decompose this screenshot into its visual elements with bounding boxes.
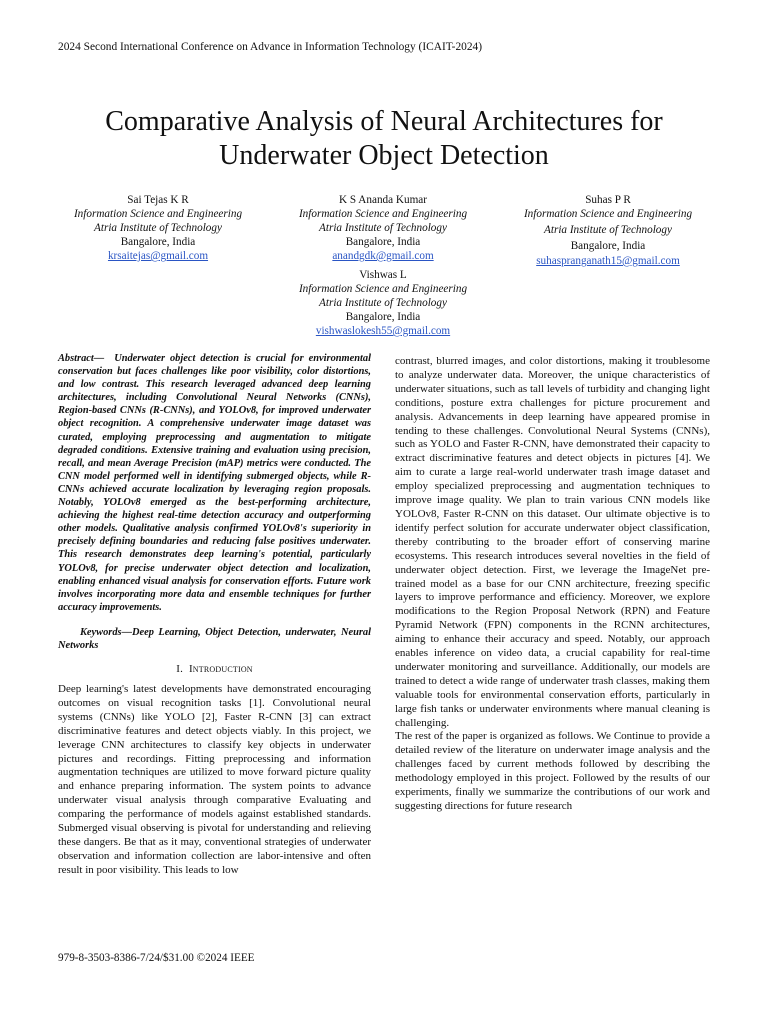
title-line-2: Underwater Object Detection: [219, 139, 549, 171]
author-department: Information Science and Engineering: [298, 208, 468, 220]
author-name: Suhas P R: [585, 194, 631, 206]
author-block-2: [282, 193, 484, 263]
abstract-label: Abstract—: [58, 353, 105, 364]
author-department: Information Science and Engineering: [523, 208, 693, 220]
author-location: Bangalore, India: [570, 240, 646, 252]
author-name: Vishwas L: [359, 269, 407, 281]
keywords-text: Deep Learning, Object Detection, underwater, Neural Networks: [58, 626, 371, 651]
left-column: [58, 352, 371, 878]
paper-title: [40, 105, 728, 173]
author-location: Bangalore, India: [120, 236, 196, 248]
author-email-link[interactable]: vishwaslokesh55@gmail.com: [315, 325, 451, 337]
conference-header: 2024 Second International Conference on Advance in Information Technology (ICAIT-2024): [58, 41, 483, 53]
intro-paragraph-left: Deep learning's latest developments have demonstrated encouraging outcomes on visual recognition tasks [1]. Convolutional neural systems (CNNs) like YOLO [2], Faster R-CNN [3] can extract discriminative features and detect objects viably. In this project, we leverage CNN architectures to classify key objects in underwater pictures and recordings. Fitting preprocessing and information augmentation techniques are utilized to move forward picture quality and enhance preparing information. The system points to advance underwater visual analysis through comparative Evaluating and comparing the performance of models against established standards. Submerged visual observing is pivotal for understanding and relieving these dangers. Be that as it may, conventional strategies of underwater observation and information collection are labor-intensive and often result in poor visibility. This leads to low: [58, 682, 371, 876]
author-department: Information Science and Engineering: [73, 208, 243, 220]
author-institute: Atria Institute of Technology: [94, 222, 222, 234]
author-block-1: [58, 193, 258, 263]
keywords-label: Keywords—: [80, 626, 132, 638]
copyright-footer: 979-8-3503-8386-7/24/$31.00 ©2024 IEEE: [58, 952, 255, 964]
author-institute: Atria Institute of Technology: [319, 297, 447, 309]
author-block-4: [282, 268, 484, 338]
author-institute: Atria Institute of Technology: [544, 224, 672, 236]
section-number: I.: [176, 663, 184, 676]
author-email-link[interactable]: suhaspranganath15@gmail.com: [536, 255, 680, 267]
section-heading-introduction: [58, 663, 371, 677]
author-department: Information Science and Engineering: [298, 283, 468, 295]
abstract: [58, 352, 371, 614]
keywords: [58, 626, 371, 652]
author-email-link[interactable]: anandgdk@gmail.com: [332, 250, 434, 262]
intro-paragraph-right-2: The rest of the paper is organized as follows. We Continue to provide a detailed review of the literature on underwater image analysis and the challenges faced by current methods followed by describing the methodology employed in this project. Followed by the results of our experiments, finally we summarize the contributions of our work and suggesting directions for future research: [395, 730, 710, 812]
author-email-link[interactable]: krsaitejas@gmail.com: [107, 250, 209, 262]
right-column: [395, 355, 710, 814]
abstract-text: Underwater object detection is crucial for environmental conservation but faces challenges like poor visibility, color distortions, and low contrast. This research leveraged advanced deep learning architectures, including Convolutional Neural Networks (CNNs), Region-based CNNs (R-CNNs), and YOLOv8, for improved underwater object recognition. A comprehensive underwater image dataset was curated, employing preprocessing and augmentation to mitigate degraded conditions. Extensive training and evaluation using precision, recall, and mean Average Precision (mAP) metrics were conducted. The CNN model performed well in identifying submerged objects, while R-CNNs achieved accurate localization by leveraging region proposals. Notably, YOLOv8 emerged as the best-performing architecture, achieving the highest real-time detection accuracy and outperforming other models. Qualitative analysis confirmed YOLOv8's superiority in precisely defining boundaries and reducing false positives underwater. This research demonstrates deep learning's potential, particularly YOLOv8, for precise underwater object detection and localization, enabling enhanced visual analysis for conservation efforts. Future work involves incorporating more data and ensemble techniques for further accuracy improvements.: [58, 353, 372, 613]
author-institute: Atria Institute of Technology: [319, 222, 447, 234]
intro-paragraph-right-1: contrast, blurred images, and color distortions, making it troublesome to analyze underwater data. Moreover, the unique characteristics of underwater situations, such as tall levels of turbidity and changing light conditions, posture extra challenges for picture procurement and analysis. Advancements in deep learning have appeared promise in tending to these challenges. Convolutional Neural Systems (CNNs), such as YOLO and Faster R-CNN, have demonstrated their capacity to extract discriminative features and detect objects in pictures [4]. We aim to curate a large real-world underwater trash image dataset and employ specialized preprocessing and augmentation techniques to improve image quality. We plan to train various CNN models like YOLOv8, Faster R-CNN on this dataset. Our ultimate objective is to identify perfect solution for accurate underwater object classification, thereby contributing to the broader effort of conserving marine ecosystems. This research introduces several novelties in the field of underwater object detection. First, we leverage the ImageNet pre-trained model as a base for our CNN architecture, freezing specific layers to improve performance and efficiency. Moreover, we explore modifications to the Region Proposal Network (RPN) and Feature Pyramid Network (FPN) components in the RCNN architectures, aiming to enhance their accuracy and speed. Notably, our approach enables inference on video data, a crucial capability for real-time underwater monitoring and surveillance. Additionally, our models are trained to detect a wide range of underwater trash classes, making them valuable tools for environmental conservation efforts, particularly in large fish tanks or underwater environments where manual cleaning is challenging.: [395, 355, 710, 729]
author-location: Bangalore, India: [345, 236, 421, 248]
author-name: Sai Tejas K R: [127, 194, 189, 206]
author-location: Bangalore, India: [345, 311, 421, 323]
author-name: K S Ananda Kumar: [339, 194, 427, 206]
section-title: Introduction: [188, 663, 253, 676]
title-line-1: Comparative Analysis of Neural Architectures for: [105, 105, 663, 137]
author-block-3: [508, 193, 708, 268]
